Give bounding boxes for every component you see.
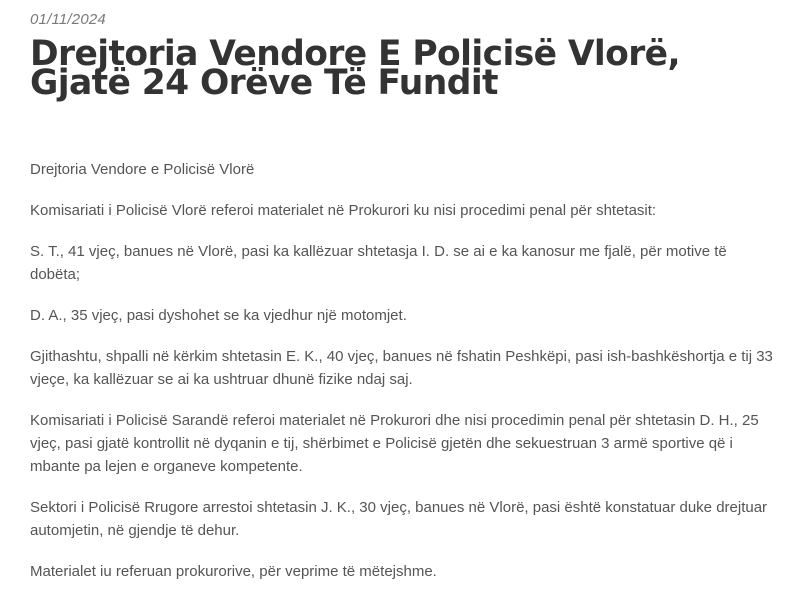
article-paragraph: Sektori i Policisë Rrugore arrestoi shtetasin J. K., 30 vjeç, banues në Vlorë, pasi është konstatuar duke drejtuar automjetin, në gjendje të dehur. bbox=[30, 499, 768, 539]
article-body bbox=[30, 158, 780, 583]
article-paragraph: Gjithashtu, shpalli në kërkim shtetasin E. K., 40 vjeç, banues në fshatin Peshkëpi, pasi ish-bashkëshortja e tij 33 vjeçe, ka kallëzuar se ai ka ushtruar dhunë fizike ndaj saj. bbox=[30, 348, 773, 388]
article-paragraph: S. T., 41 vjeç, banues në Vlorë, pasi ka kallëzuar shtetasja I. D. se ai e ka kanosur me fjalë, për motive të dobëta; bbox=[30, 243, 727, 283]
article-paragraph: Komisariati i Policisë Sarandë referoi materialet në Prokurori dhe nisi procedimin penal për shtetasin D. H., 25 vjeç, pasi gjatë kontrollit në dyqanin e tij, shërbimet e Policisë gjetën dhe sekuestruan 3 armë sportive që i mbante pa lejen e organeve kompetente. bbox=[30, 412, 759, 475]
article-paragraph: D. A., 35 vjeç, pasi dyshohet se ka vjedhur një motomjet. bbox=[30, 307, 407, 324]
article-paragraph: Materialet iu referuan prokurorive, për veprime të mëtejshme. bbox=[30, 563, 437, 580]
article-date: 01/11/2024 bbox=[30, 11, 106, 28]
article-paragraph: Komisariati i Policisë Vlorë referoi materialet në Prokurori ku nisi procedimi penal për shtetasit: bbox=[30, 202, 657, 219]
article-paragraph: Drejtoria Vendore e Policisë Vlorë bbox=[30, 161, 255, 178]
article-title: Drejtoria Vendore E Policisë Vlorë, Gjatë 24 Orëve Të Fundit bbox=[30, 34, 680, 103]
article bbox=[0, 11, 780, 583]
